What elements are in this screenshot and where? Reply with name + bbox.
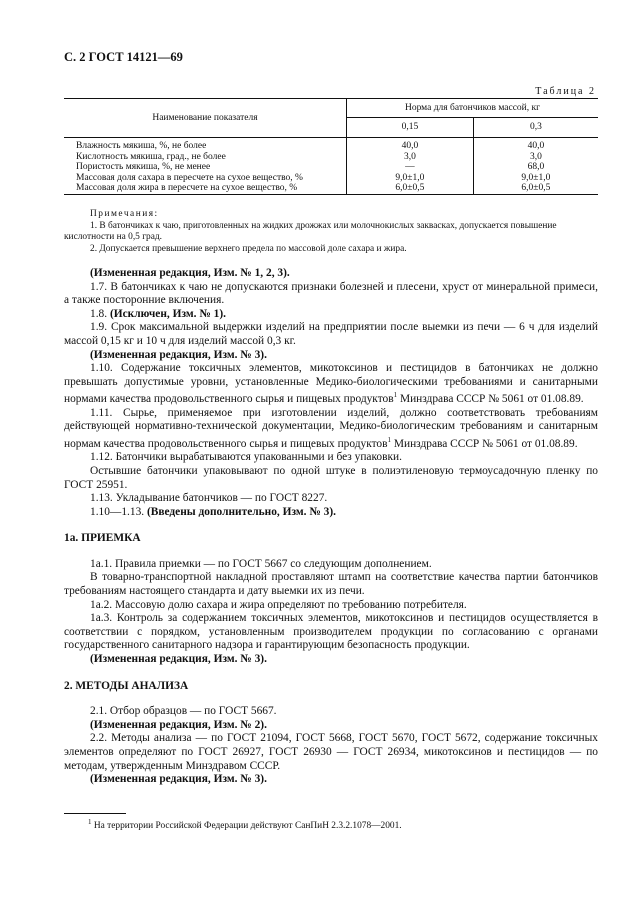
clause-1-7: 1.7. В батончиках к чаю не допускаются признаки болезней и плесени, хруст от минеральной примеси, а также посторонние включения. <box>64 280 598 307</box>
cell-name: Массовая доля жира в пересчете на сухое вещество, % <box>76 183 298 194</box>
cell-a: 6,0±0,5 <box>347 183 474 194</box>
col-group-header: Норма для батончиков массой, кг <box>347 99 599 118</box>
clauses-1-10-1-13: 1.10—1.13. (Введены дополнительно, Изм. № 3). <box>90 505 336 518</box>
footnote: $^1$ На территории Российской Федерации действуют СанПиН 2.3.2.1078—2001. <box>88 818 402 832</box>
clause-1-13: 1.13. Укладывание батончиков — по ГОСТ 8227. <box>90 492 328 505</box>
indicators-table <box>64 98 598 195</box>
cell-a: 3,0 <box>347 152 474 163</box>
revision-note: (Измененная редакция, Изм. № 1, 2, 3). <box>90 267 290 279</box>
cell-b: 68,0 <box>473 162 598 173</box>
clause-1a-3: 1а.3. Контроль за содержанием токсичных элементов, микотоксинов и пестицидов осуществляется в соответствии с порядком, установленным производителем продукции по согласованию с органами государственного санитарного надзора и гарантирующим безопасность продукции. <box>64 612 598 652</box>
col-a-header: 0,15 <box>347 118 474 138</box>
col-b-header: 0,3 <box>473 118 598 138</box>
page-header: С. 2 ГОСТ 14121—69 <box>64 50 183 64</box>
cell-b: 3,0 <box>473 152 598 163</box>
cell-name: Пористость мякиша, %, не менее <box>76 162 211 173</box>
clause-1-9: 1.9. Срок максимальной выдержки изделий на предприятии после выемки из печи — 6 ч для изделий массой 0,15 кг и 10 ч для изделий массой 0,3 кг. <box>64 321 598 347</box>
footnote-rule <box>64 813 126 814</box>
revision-note: (Измененная редакция, Изм. № 2). <box>90 718 267 731</box>
cell-b: 40,0 <box>473 138 598 152</box>
clause-1-8: 1.8. (Исключен, Изм. № 1). <box>90 307 226 320</box>
clause-1a-2: 1а.2. Массовую долю сахара и жира определяют по требованию потребителя. <box>90 598 467 611</box>
table-row <box>64 152 598 163</box>
table-row <box>64 173 598 184</box>
col-name-header: Наименование показателя <box>152 112 258 123</box>
clause-1-10: 1.10. Содержание токсичных элементов, микотоксинов и пестицидов в батончиках не должно превышать допустимые уровни, установленные Медико-биологическими требованиями и санитарными нормами качества продовольственного сырья и пищевых продуктов$^1$ Минздрава СССР № 5061 от 01.08.89. <box>64 362 598 406</box>
clause-2-1: 2.1. Отбор образцов — по ГОСТ 5667. <box>90 705 277 718</box>
clause-2-2: 2.2. Методы анализа — по ГОСТ 21094, ГОСТ 5668, ГОСТ 5670, ГОСТ 5672, содержание токсичных элементов определяют по ГОСТ 26927, ГОСТ 26930 — ГОСТ 26934, микотоксинов и пестицидов — по методам, утвержденным Минздравом СССР. <box>64 732 598 772</box>
document-body <box>64 267 598 787</box>
cell-name: Массовая доля сахара в пересчете на сухое вещество, % <box>76 172 303 183</box>
cell-a: 9,0±1,0 <box>347 173 474 184</box>
table-row <box>64 162 598 173</box>
clause-1a-1: 1а.1. Правила приемки — по ГОСТ 5667 со следующим дополнением. <box>90 557 432 570</box>
table-row <box>64 183 598 194</box>
table-caption: Таблица 2 <box>535 86 596 97</box>
table-row <box>64 138 598 152</box>
clause-1-12: 1.12. Батончики вырабатываются упакованными и без упаковки. <box>90 451 402 464</box>
clause-1a-1-cont: В товарно-транспортной накладной проставляют штамп на соответствие качества партии батончиков требованиям настоящего стандарта и дату выемки их из печи. <box>64 571 598 598</box>
table-notes <box>64 209 598 255</box>
clause-1-11: 1.11. Сырье, применяемое при изготовлении изделий, должно соответствовать требованиям действующей нормативно-технической документации, Медико-биологическим требованиям и санитарным нормам качества продовольственного сырья и пищевых продуктов$^1$ Минздрава СССР № 5061 от 01.08.89. <box>64 406 598 450</box>
cell-a: 40,0 <box>347 138 474 152</box>
cell-b: 6,0±0,5 <box>473 183 598 194</box>
section-2-title: 2. МЕТОДЫ АНАЛИЗА <box>64 679 189 692</box>
clause-1-12-cont: Остывшие батончики упаковывают по одной штуке в полиэтиленовую термоусадочную пленку по ГОСТ 25951. <box>64 464 598 491</box>
revision-note: (Измененная редакция, Изм. № 3). <box>90 653 267 666</box>
cell-name: Влажность мякиша, %, не более <box>76 141 207 151</box>
revision-note: (Измененная редакция, Изм. № 3). <box>90 348 267 361</box>
revision-note: (Измененная редакция, Изм. № 3). <box>90 773 267 786</box>
cell-a: — <box>347 162 474 173</box>
cell-name: Кислотность мякиша, град., не более <box>76 151 226 162</box>
cell-b: 9,0±1,0 <box>473 173 598 184</box>
notes-title: Примечания: <box>90 209 159 219</box>
section-1a-title: 1а. ПРИЕМКА <box>64 532 141 545</box>
note-2: 2. Допускается превышение верхнего предела по массовой доле сахара и жира. <box>90 243 407 254</box>
note-1: 1. В батончиках к чаю, приготовленных на жидких дрожжах или молочнокислых заквасках, допускается повышение кислотности на 0,5 град. <box>64 220 557 243</box>
